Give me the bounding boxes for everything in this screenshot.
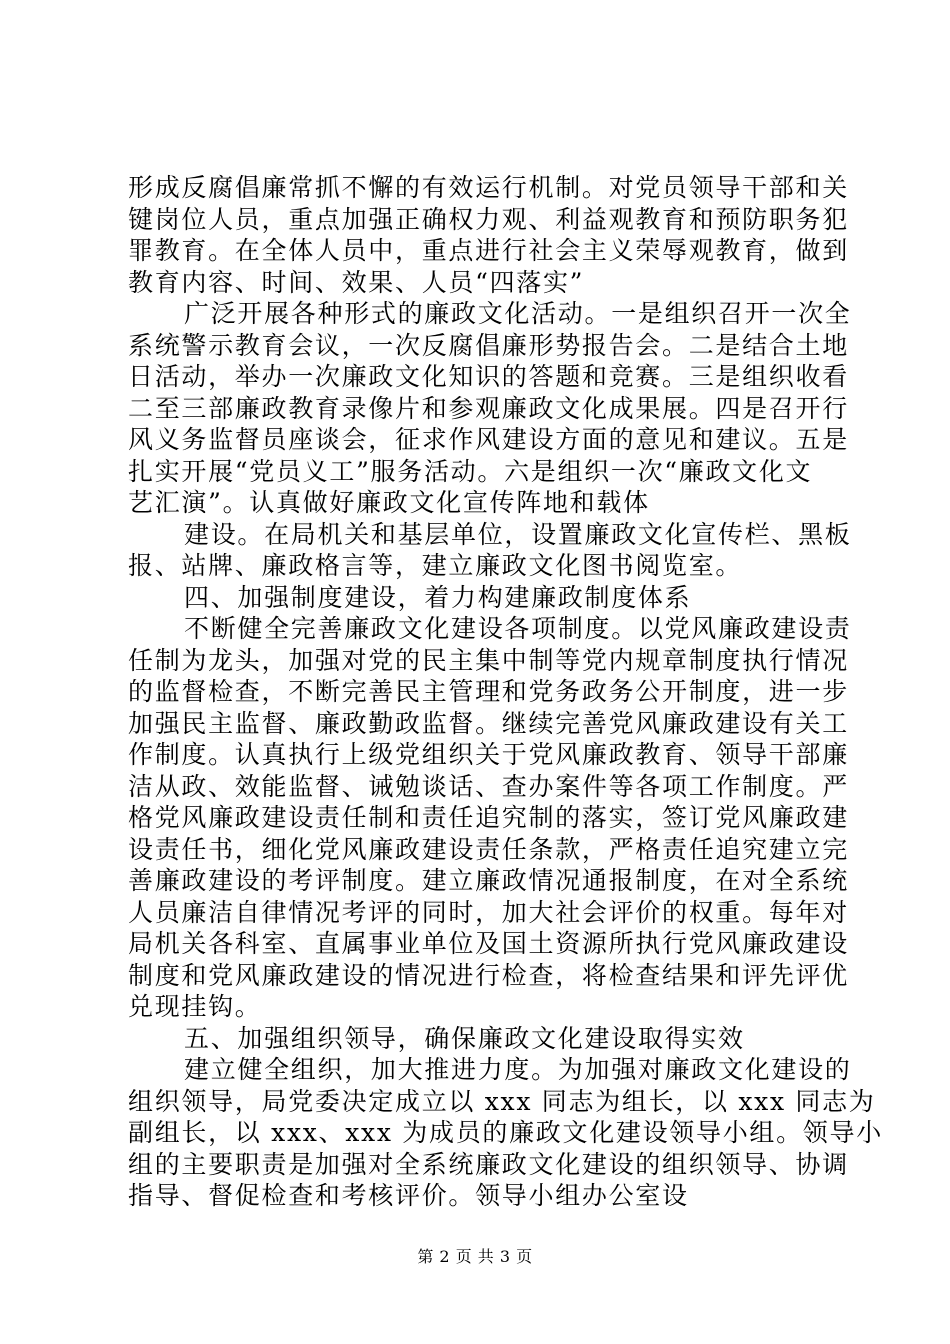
text-line: 组织领导，局党委决定成立以 xxx 同志为组长，以 xxx 同志为	[128, 1086, 876, 1116]
text-line: 教育内容、时间、效果、人员“四落实”	[128, 267, 585, 297]
text-line: 日活动，举办一次廉政文化知识的答题和竞赛。三是组织收看	[128, 362, 849, 391]
document-body	[128, 172, 883, 1212]
text-line: 四、加强制度建设，着力构建廉政制度体系	[184, 582, 692, 612]
text-line: 系统警示教育会议，一次反腐倡廉形势报告会。二是结合土地	[128, 330, 849, 360]
text-line: 的监督检查，不断完善民主管理和党务政务公开制度，进一步	[128, 677, 849, 706]
text-line: 作制度。认真执行上级党组织关于党风廉政教育、领导干部廉	[128, 740, 849, 769]
text-line: 人员廉洁自律情况考评的同时，加大社会评价的权重。每年对	[128, 897, 849, 927]
text-line: 副组长，以 xxx、xxx 为成员的廉政文化建设领导小组。领导小	[128, 1118, 883, 1147]
text-line: 任制为龙头，加强对党的民主集中制等党内规章制度执行情况	[128, 645, 849, 675]
text-line: 建立健全组织，加大推进力度。为加强对廉政文化建设的	[184, 1055, 852, 1084]
text-line: 艺汇演”。认真做好廉政文化宣传阵地和载体	[128, 488, 650, 517]
text-line: 形成反腐倡廉常抓不懈的有效运行机制。对党员领导干部和关	[128, 173, 849, 202]
text-line: 组的主要职责是加强对全系统廉政文化建设的组织领导、协调	[128, 1149, 849, 1179]
text-line: 报、站牌、廉政格言等，建立廉政文化图书阅览室。	[128, 551, 743, 580]
text-line: 加强民主监督、廉政勤政监督。继续完善党风廉政建设有关工	[128, 708, 849, 738]
text-line: 风义务监督员座谈会，征求作风建设方面的意见和建议。五是	[128, 425, 849, 454]
text-line: 建设。在局机关和基层单位，设置廉政文化宣传栏、黑板	[184, 519, 852, 549]
text-line: 洁从政、效能监督、诫勉谈话、查办案件等各项工作制度。严	[128, 771, 849, 801]
text-line: 二至三部廉政教育录像片和参观廉政文化成果展。四是召开行	[128, 393, 849, 423]
text-line: 不断健全完善廉政文化建设各项制度。以党风廉政建设责	[184, 614, 852, 643]
text-line: 善廉政建设的考评制度。建立廉政情况通报制度，在对全系统	[128, 866, 849, 895]
text-line: 罪教育。在全体人员中，重点进行社会主义荣辱观教育，做到	[128, 236, 849, 265]
text-line: 制度和党风廉政建设的情况进行检查，将检查结果和评先评优	[128, 960, 849, 990]
text-line: 设责任书，细化党风廉政建设责任条款，严格责任追究建立完	[128, 834, 849, 864]
text-line: 键岗位人员，重点加强正确权力观、利益观教育和预防职务犯	[128, 204, 849, 234]
text-line: 广泛开展各种形式的廉政文化活动。一是组织召开一次全	[184, 299, 852, 328]
text-line: 局机关各科室、直属事业单位及国土资源所执行党风廉政建设	[128, 929, 849, 958]
text-line: 扎实开展“党员义工”服务活动。六是组织一次“廉政文化文	[128, 456, 813, 486]
text-line: 指导、督促检查和考核评价。领导小组办公室设	[128, 1181, 689, 1210]
page-footer: 第 2 页 共 3 页	[417, 1247, 533, 1266]
text-line: 格党风廉政建设责任制和责任追究制的落实，签订党风廉政建	[128, 803, 849, 832]
text-line: 五、加强组织领导，确保廉政文化建设取得实效	[184, 1023, 745, 1053]
text-line: 兑现挂钩。	[128, 992, 262, 1021]
